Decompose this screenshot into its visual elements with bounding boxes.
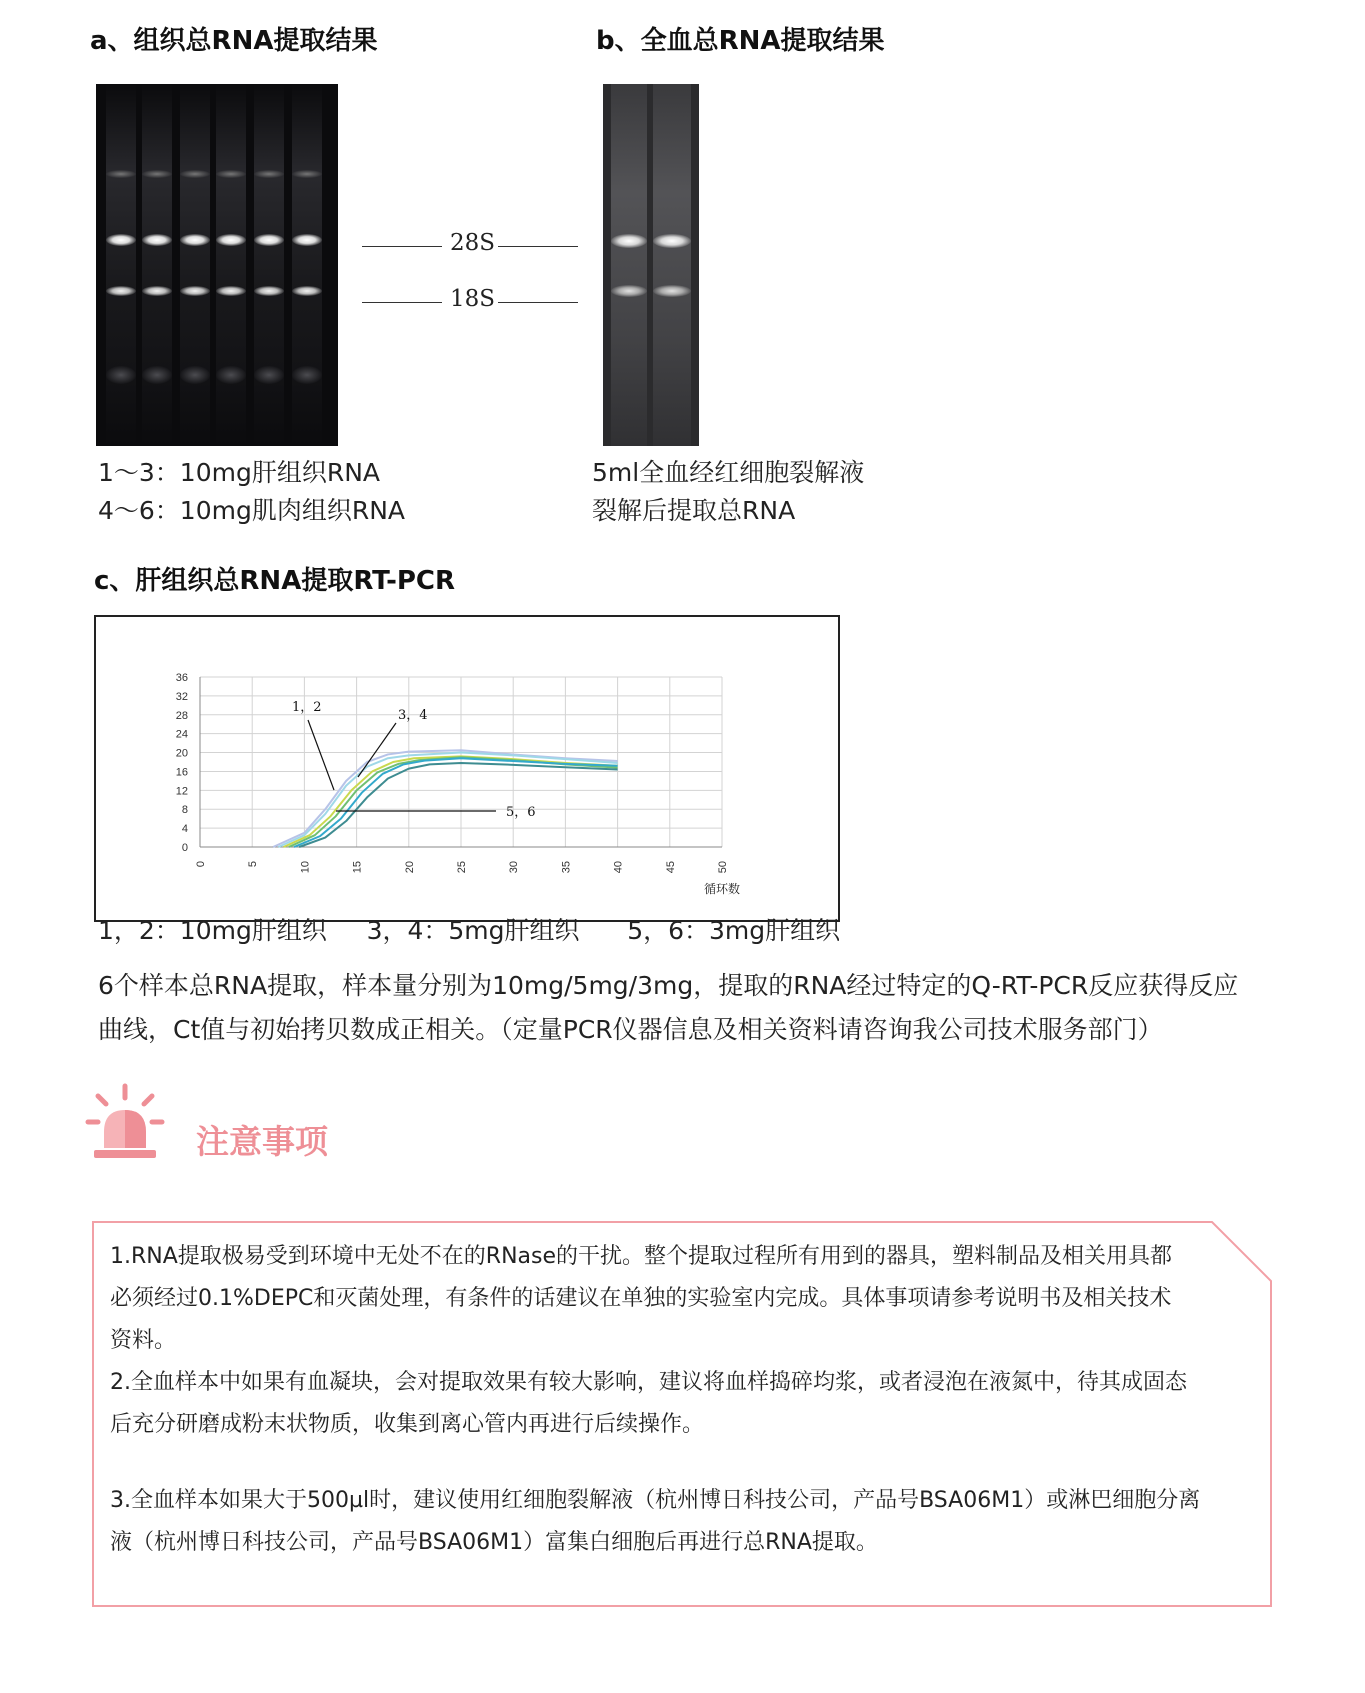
marker-label-28s: 28S [450,230,496,256]
gel-band-18s [106,286,136,296]
x-tick-label: 0 [195,861,207,868]
series-line [299,763,617,847]
notice-item-3 [110,1480,1230,1564]
rt-pcr-chart-frame [94,615,840,922]
annotation-label-5-6: 5，6 [506,805,536,820]
x-tick-label: 50 [717,861,729,874]
section-a-title: a、组织总RNA提取结果 [90,26,378,56]
caption-line: 4～6：10mg肌肉组织RNA [98,496,406,525]
marker-line-28s-right [498,246,578,247]
gel-lane [292,84,322,446]
notice-line: 2.全血样本中如果有血凝块，会对提取效果有较大影响，建议将血样捣碎均浆，或者浸泡在液氮中，待其成固态 [110,1370,1187,1395]
gel-band-28s [653,234,691,248]
notice-item-1 [110,1236,1230,1362]
annotation-label-1-2: 1，2 [292,700,322,715]
blood-rna-gel-image [603,84,699,446]
gel-band-low [180,366,210,384]
section-a-caption [98,454,405,530]
y-tick-label: 20 [175,747,188,760]
gel-band-top [254,170,284,178]
gel-band-18s [142,286,172,296]
x-tick-label: 10 [299,861,312,874]
y-tick-label: 16 [175,766,188,779]
x-tick-label: 40 [612,861,625,874]
notice-item-2 [110,1362,1230,1446]
gel-band-low [292,366,322,384]
notice-title: 注意事项 [196,1122,328,1161]
gel-band-28s [254,234,284,246]
gel-band-28s [216,234,246,246]
section-c-description: 6个样本总RNA提取，样本量分别为10mg/5mg/3mg，提取的RNA经过特定的Q-RT-PCR反应获得反应曲线，Ct值与初始拷贝数成正相关。（定量PCR仪器信息及相关资料请咨询我公司技术服务部门） [98,971,1239,1044]
x-tick-label: 25 [456,861,468,874]
gel-band-28s [106,234,136,246]
gel-band-18s [292,286,322,296]
gel-band-top [292,170,322,178]
section-c-legend-line: 1，2：10mg肝组织 3，4：5mg肝组织 5，6：3mg肝组织 [98,916,841,945]
gel-band-top [180,170,210,178]
gel-lane [106,84,136,446]
tissue-rna-gel-image [96,84,338,446]
x-tick-label: 15 [351,861,364,874]
x-axis-label: 循环数 [703,882,741,896]
notice-line: 液（杭州博日科技公司，产品号BSA06M1）富集白细胞后再进行总RNA提取。 [110,1530,878,1555]
marker-line-18s-left [362,302,442,303]
gel-lane [142,84,172,446]
marker-label-18s: 18S [450,286,496,312]
caption-line: 1～3：10mg肝组织RNA [98,458,381,487]
gel-lane [216,84,246,446]
y-tick-label: 28 [175,709,188,722]
alarm-icon [84,1082,166,1166]
rt-pcr-chart [96,617,838,920]
notice-line: 资料。 [110,1328,177,1353]
gel-band-18s [180,286,210,296]
y-tick-label: 4 [181,823,188,836]
gel-band-18s [216,286,246,296]
y-tick-label: 0 [181,842,188,854]
x-tick-label: 35 [560,861,573,874]
gel-band-28s [611,234,647,248]
x-tick-label: 45 [664,861,677,874]
annotation-label-3-4: 3，4 [398,708,428,723]
y-tick-label: 36 [175,672,188,684]
notice-line: 必须经过0.1%DEPC和灭菌处理，有条件的话建议在单独的实验室内完成。具体事项请参考说明书及相关技术 [110,1286,1172,1311]
gel-band-low [216,366,246,384]
x-tick-label: 20 [403,861,416,874]
y-tick-label: 12 [175,785,188,798]
gel-band-top [106,170,136,178]
y-tick-label: 32 [175,690,188,703]
marker-line-28s-left [362,246,442,247]
notice-line: 3.全血样本如果大于500µl时，建议使用红细胞裂解液（杭州博日科技公司，产品号BSA06M1）或淋巴细胞分离 [110,1488,1201,1513]
gel-band-low [142,366,172,384]
section-c-title: c、肝组织总RNA提取RT-PCR [94,566,456,596]
marker-line-18s-right [498,302,578,303]
notice-line: 后充分研磨成粉末状物质，收集到离心管内再进行后续操作。 [110,1412,705,1437]
gel-band-28s [142,234,172,246]
gel-band-top [216,170,246,178]
gel-band-18s [611,285,647,297]
section-b-title: b、全血总RNA提取结果 [596,26,885,56]
gel-band-top [142,170,172,178]
gel-band-18s [653,285,691,297]
annotation-leader-1-2 [308,720,334,790]
gel-lane [653,84,691,446]
gel-band-low [106,366,136,384]
caption-line: 5ml全血经红细胞裂解液 [592,458,865,487]
gel-band-18s [254,286,284,296]
section-b-caption [592,454,864,530]
y-tick-label: 8 [181,804,188,817]
x-tick-label: 30 [508,861,521,874]
gel-lane [611,84,647,446]
gel-band-low [254,366,284,384]
notice-line: 1.RNA提取极易受到环境中无处不在的RNase的干扰。整个提取过程所有用到的器具，塑料制品及相关用具都 [110,1244,1173,1269]
caption-line: 裂解后提取总RNA [592,496,796,525]
x-tick-label: 5 [247,861,260,868]
series-line [289,757,618,847]
gel-lane [254,84,284,446]
y-tick-label: 24 [175,728,188,741]
gel-band-28s [292,234,322,246]
gel-band-28s [180,234,210,246]
gel-lane [180,84,210,446]
